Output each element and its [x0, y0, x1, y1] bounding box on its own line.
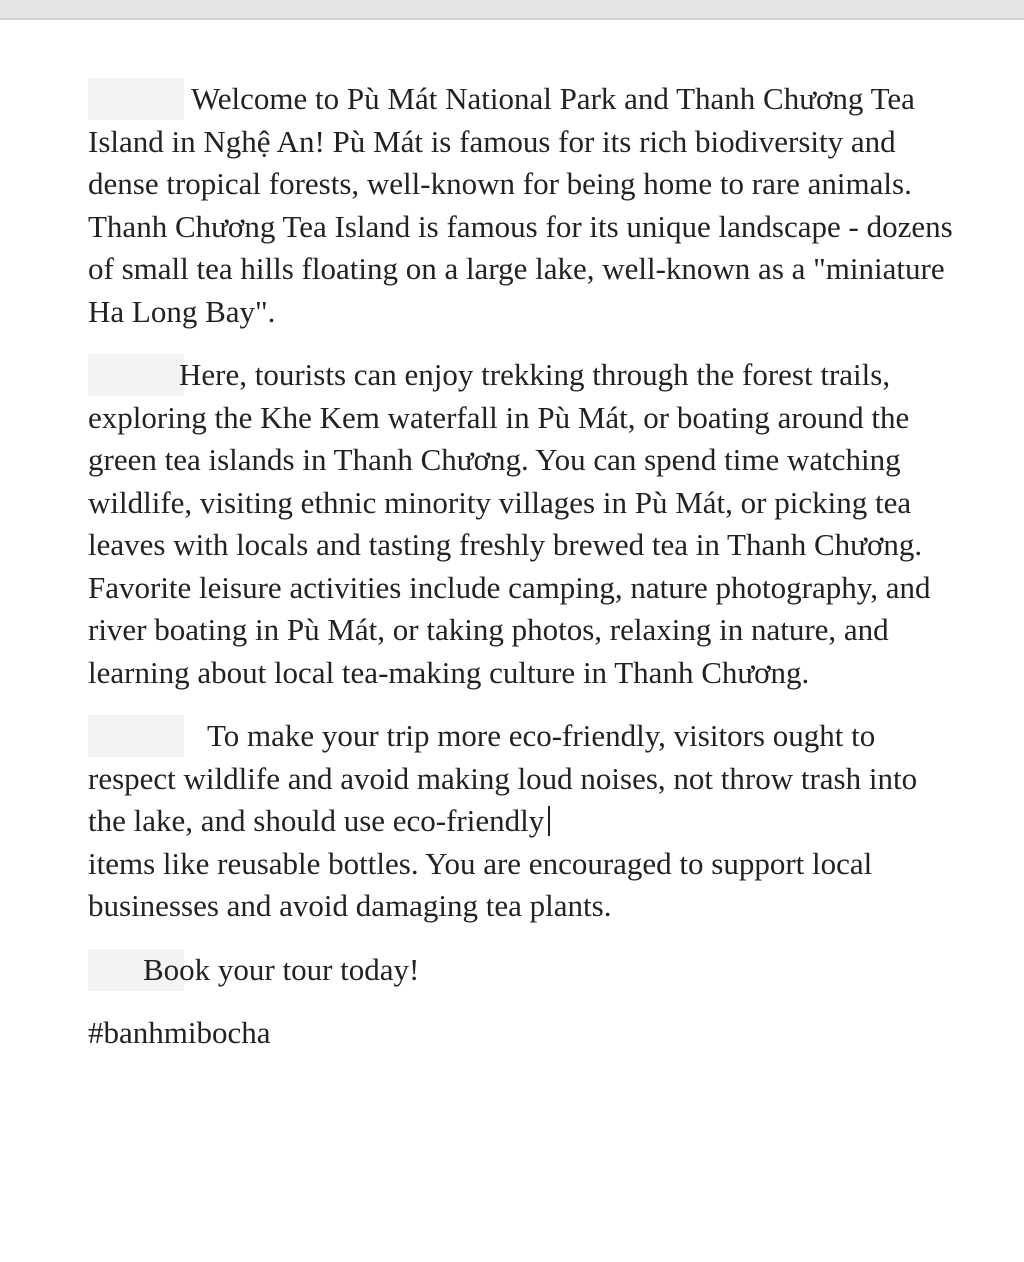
paragraph-call-to-action[interactable]: Book your tour today!: [88, 949, 958, 992]
hashtag-line[interactable]: #banhmibocha: [88, 1015, 271, 1050]
eco-friendly-text-part-2: items like reusable bottles. You are encouraged to support local businesses and avoid damaging tea plants.: [88, 845, 873, 923]
eco-friendly-text-part-1: To make your trip more eco-friendly, visitors ought to respect wildlife and avoid making loud noises, not throw trash into the lake, and should use eco-friendly: [88, 718, 918, 838]
document-page[interactable]: [88, 78, 958, 1055]
paragraph-intro[interactable]: Welcome to Pù Mát National Park and Thanh Chương Tea Island in Nghệ An! Pù Mát is famous for its rich biodiversity and dense tropical forests, well-known for being home to rare animals. Thanh Chương Tea Island is famous for its unique landscape - dozens of small tea hills floating on a large lake, well-known as a "miniature Ha Long Bay".: [88, 78, 958, 333]
paragraph-eco-friendly[interactable]: [88, 715, 958, 928]
paragraph-activities[interactable]: Here, tourists can enjoy trekking through the forest trails, exploring the Khe Kem waterfall in Pù Mát, or boating around the green tea islands in Thanh Chương. You can spend time watching wildlife, visiting ethnic minority villages in Pù Mát, or picking tea leaves with locals and tasting freshly brewed tea in Thanh Chương. Favorite leisure activities include camping, nature photography, and river boating in Pù Mát, or taking photos, relaxing in nature, and learning about local tea-making culture in Thanh Chương.: [88, 354, 958, 694]
window-top-bar: [0, 0, 1024, 20]
text-cursor: [548, 806, 550, 836]
